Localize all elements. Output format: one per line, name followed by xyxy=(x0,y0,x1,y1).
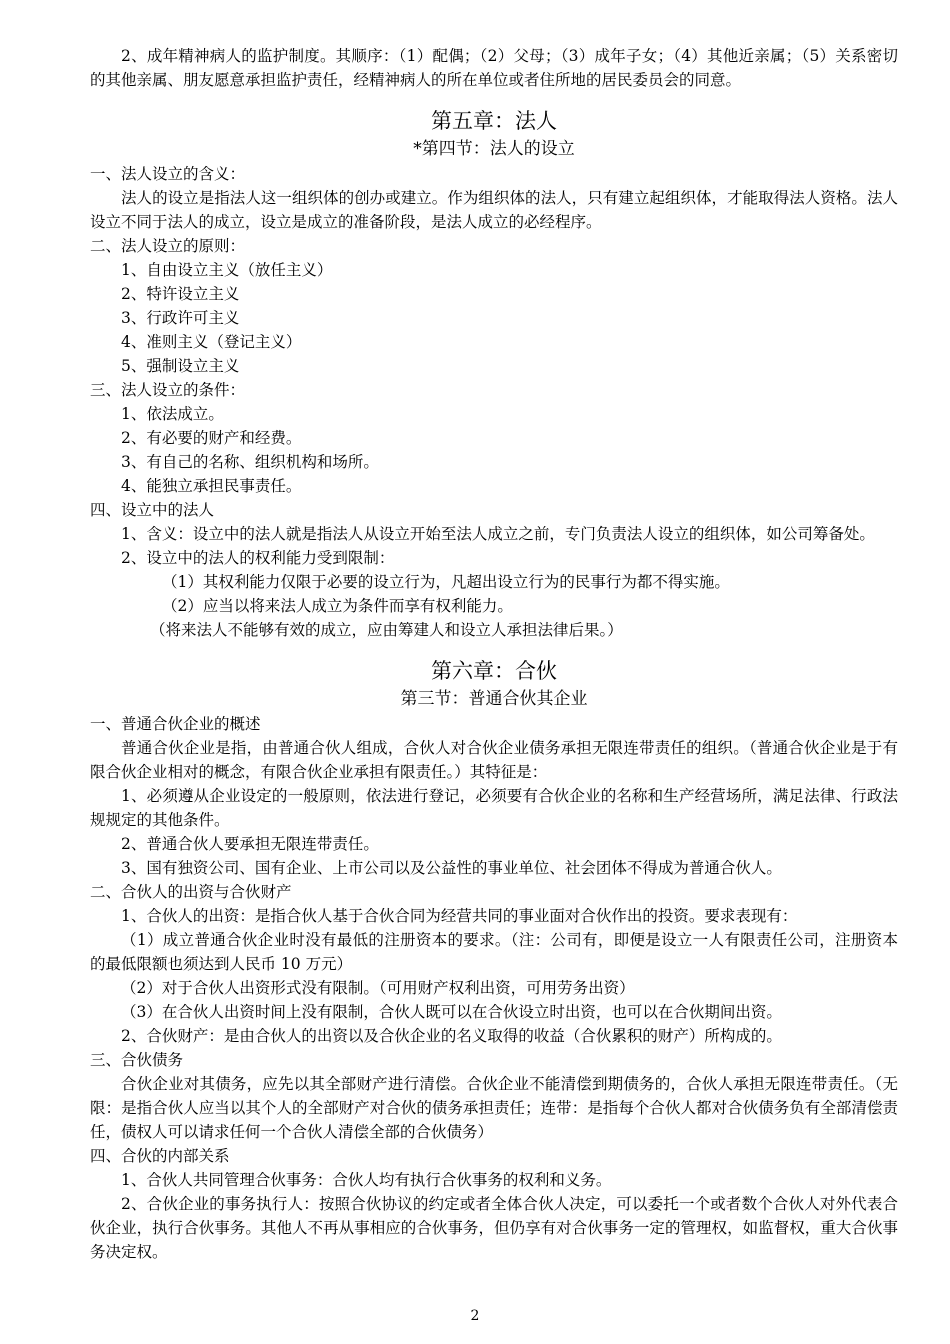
heading-contribution: 二、合伙人的出资与合伙财产 xyxy=(90,883,292,901)
paragraph-partnership-property: 2、合伙财产：是由合伙人的出资以及合伙企业的名义取得的收益（合伙累积的财产）所构成的。 xyxy=(121,1027,782,1045)
list-item: 3、行政许可主义 xyxy=(121,309,240,327)
paragraph-overview: 普通合伙企业是指，由普通合伙人组成，合伙人对合伙企业债务承担无限连带责任的组织。（普通合伙企业是于有限合伙企业相对的概念，有限合伙企业承担有限责任。）其特征是： xyxy=(90,739,898,781)
list-item: （3）在合伙人出资时间上没有限制，合伙人既可以在合伙设立时出资，也可以在合伙期间出资。 xyxy=(121,1003,782,1021)
section-title-establishment: *第四节：法人的设立 xyxy=(413,139,575,159)
list-item: （1）成立普通合伙企业时没有最低的注册资本的要求。（注：公司有，即便是设立一人有限责任公司，注册资本的最低限额也须达到人民币 10 万元） xyxy=(90,931,898,973)
paragraph-definition: 1、含义：设立中的法人就是指法人从设立开始至法人成立之前，专门负责法人设立的组织体，如公司筹备处。 xyxy=(121,525,875,543)
list-item: 1、自由设立主义（放任主义） xyxy=(121,261,333,279)
list-item: （2）对于合伙人出资形式没有限制。（可用财产权利出资，可用劳务出资） xyxy=(121,979,635,997)
paragraph-capacity-limited: 2、设立中的法人的权利能力受到限制： xyxy=(121,549,395,567)
heading-principles: 二、法人设立的原则： xyxy=(90,237,246,255)
chapter-title-partnership: 第六章：合伙 xyxy=(431,659,557,683)
list-item: 1、合伙人共同管理合伙事务：合伙人均有执行合伙事务的权利和义务。 xyxy=(121,1171,612,1189)
list-item: 5、强制设立主义 xyxy=(121,357,240,375)
list-item: 3、国有独资公司、国有企业、上市公司以及公益性的事业单位、社会团体不得成为普通合伙人。 xyxy=(121,859,782,877)
list-item: 1、依法成立。 xyxy=(121,405,224,423)
section-title-general-partnership: 第三节：普通合伙其企业 xyxy=(400,689,588,709)
heading-overview: 一、普通合伙企业的概述 xyxy=(90,715,261,733)
list-item: 4、准则主义（登记主义） xyxy=(121,333,302,351)
list-item: 1、必须遵从企业设定的一般原则，依法进行登记，必须要有合伙企业的名称和生产经营场所，满足法律、行政法规规定的其他条件。 xyxy=(90,787,898,829)
paragraph-contribution: 1、合伙人的出资：是指合伙人基于合伙合同为经营共同的事业面对合伙作出的投资。要求表现有： xyxy=(121,907,798,925)
paragraph-meaning: 法人的设立是指法人这一组织体的创办或建立。作为组织体的法人，只有建立起组织体，才能取得法人资格。法人设立不同于法人的成立，设立是成立的准备阶段，是法人成立的必经程序。 xyxy=(90,189,898,231)
paragraph-guardianship: 2、成年精神病人的监护制度。其顺序：（1）配偶；（2）父母；（3）成年子女；（4）其他近亲属；（5）关系密切的其他亲属、朋友愿意承担监护责任，经精神病人的所在单位或者住所地的居民委员会的同意。 xyxy=(90,47,898,89)
list-item: （2）应当以将来法人成立为条件而享有权利能力。 xyxy=(162,597,513,615)
list-item: （1）其权利能力仅限于必要的设立行为，凡超出设立行为的民事行为都不得实施。 xyxy=(162,573,730,591)
list-item: 4、能独立承担民事责任。 xyxy=(121,477,302,495)
heading-internal-relations: 四、合伙的内部关系 xyxy=(90,1147,230,1165)
heading-meaning: 一、法人设立的含义： xyxy=(90,165,246,183)
heading-debts: 三、合伙债务 xyxy=(90,1051,184,1069)
list-item: 2、特许设立主义 xyxy=(121,285,240,303)
document-body xyxy=(90,44,898,1264)
paragraph-debts: 合伙企业对其债务，应先以其全部财产进行清偿。合伙企业不能清偿到期债务的，合伙人承担无限连带责任。（无限：是指合伙人应当以其个人的全部财产对合伙的债务承担责任；连带：是指每个合伙人都对合伙债务负有全部清偿责任，债权人可以请求任何一个合伙人清偿全部的合伙债务） xyxy=(90,1075,898,1141)
heading-legal-person-in-establishment: 四、设立中的法人 xyxy=(90,501,215,519)
chapter-title-legal-person: 第五章：法人 xyxy=(431,109,557,133)
list-item: 2、有必要的财产和经费。 xyxy=(121,429,302,447)
heading-conditions: 三、法人设立的条件： xyxy=(90,381,246,399)
list-item: 2、普通合伙人要承担无限连带责任。 xyxy=(121,835,379,853)
page-number: 2 xyxy=(470,1308,480,1324)
note-text: （将来法人不能够有效的成立，应由筹建人和设立人承担法律后果。） xyxy=(150,621,623,639)
list-item: 2、合伙企业的事务执行人：按照合伙协议的约定或者全体合伙人决定，可以委托一个或者数个合伙人对外代表合伙企业，执行合伙事务。其他人不再从事相应的合伙事务，但仍享有对合伙事务一定的管理权，如监督权，重大合伙事务决定权。 xyxy=(90,1195,898,1261)
list-item: 3、有自己的名称、组织机构和场所。 xyxy=(121,453,379,471)
